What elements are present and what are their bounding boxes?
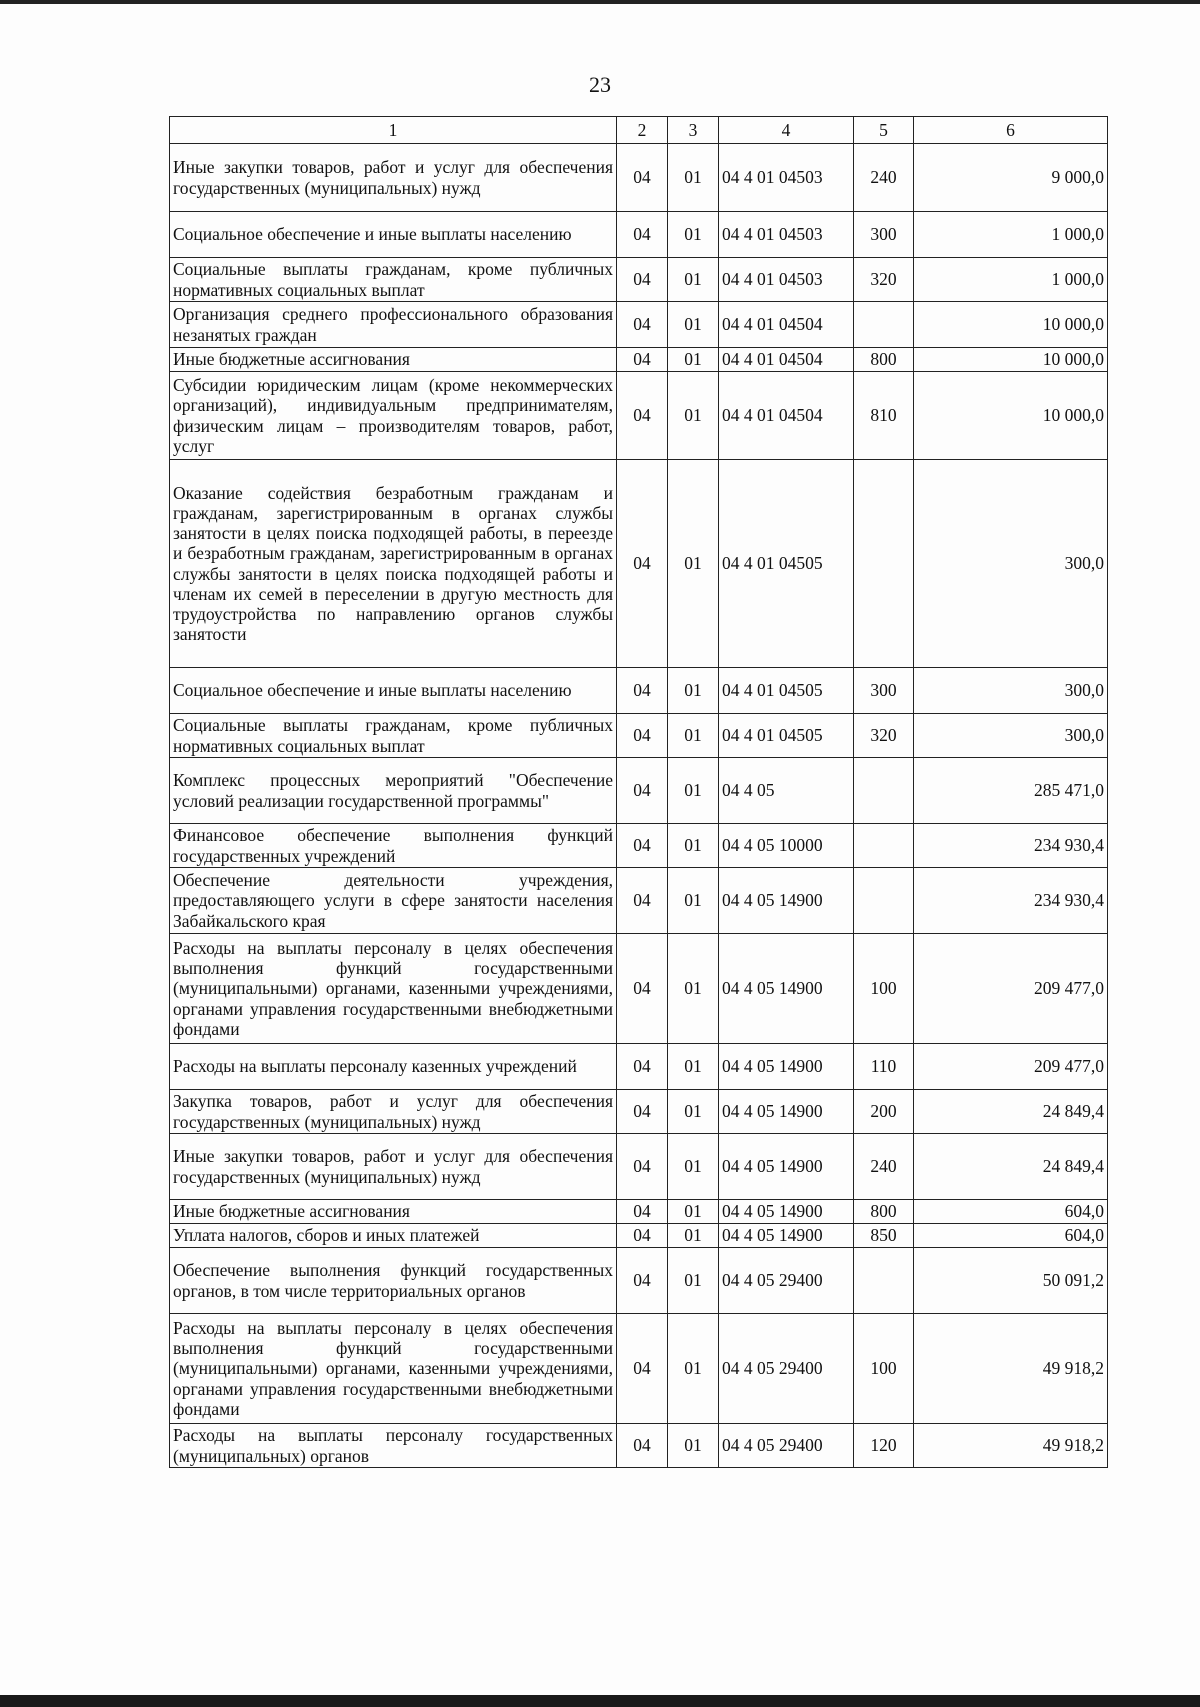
cell-col-2: 04 <box>617 1424 668 1468</box>
cell-name: Социальные выплаты гражданам, кроме публичных нормативных социальных выплат <box>170 258 617 302</box>
cell-col-3: 01 <box>668 824 719 868</box>
cell-col-6: 49 918,2 <box>914 1314 1108 1424</box>
table-header-row <box>170 117 1108 144</box>
header-col-4: 4 <box>719 117 854 144</box>
cell-col-4: 04 4 05 14900 <box>719 1044 854 1090</box>
cell-col-3: 01 <box>668 868 719 934</box>
table-row <box>170 934 1108 1044</box>
cell-col-5: 100 <box>854 934 914 1044</box>
cell-col-4: 04 4 05 14900 <box>719 1200 854 1224</box>
cell-col-2: 04 <box>617 460 668 668</box>
cell-col-6: 10 000,0 <box>914 302 1108 348</box>
cell-col-6: 209 477,0 <box>914 1044 1108 1090</box>
cell-name: Иные закупки товаров, работ и услуг для обеспечения государственных (муниципальных) нужд <box>170 1134 617 1200</box>
cell-col-6: 10 000,0 <box>914 348 1108 372</box>
cell-col-5 <box>854 758 914 824</box>
cell-col-5: 810 <box>854 372 914 460</box>
cell-col-4: 04 4 05 <box>719 758 854 824</box>
page-number: 23 <box>589 72 611 97</box>
cell-name: Комплекс процессных мероприятий "Обеспечение условий реализации государственной программы" <box>170 758 617 824</box>
cell-col-2: 04 <box>617 1044 668 1090</box>
cell-col-4: 04 4 05 14900 <box>719 1134 854 1200</box>
header-col-3: 3 <box>668 117 719 144</box>
cell-col-5: 320 <box>854 258 914 302</box>
header-col-2: 2 <box>617 117 668 144</box>
cell-col-3: 01 <box>668 348 719 372</box>
cell-name: Закупка товаров, работ и услуг для обеспечения государственных (муниципальных) нужд <box>170 1090 617 1134</box>
cell-col-4: 04 4 05 29400 <box>719 1248 854 1314</box>
cell-col-3: 01 <box>668 1424 719 1468</box>
cell-col-4: 04 4 01 04503 <box>719 212 854 258</box>
table-row <box>170 668 1108 714</box>
cell-col-4: 04 4 05 29400 <box>719 1314 854 1424</box>
table-row <box>170 372 1108 460</box>
cell-col-2: 04 <box>617 258 668 302</box>
cell-col-3: 01 <box>668 372 719 460</box>
cell-col-2: 04 <box>617 1224 668 1248</box>
cell-name: Организация среднего профессионального образования незанятых граждан <box>170 302 617 348</box>
cell-name: Социальные выплаты гражданам, кроме публичных нормативных социальных выплат <box>170 714 617 758</box>
cell-col-6: 300,0 <box>914 668 1108 714</box>
table-row <box>170 348 1108 372</box>
cell-name: Обеспечение деятельности учреждения, предоставляющего услуги в сфере занятости населения Забайкальского края <box>170 868 617 934</box>
cell-col-3: 01 <box>668 668 719 714</box>
cell-name: Социальное обеспечение и иные выплаты населению <box>170 212 617 258</box>
cell-col-5 <box>854 824 914 868</box>
cell-col-3: 01 <box>668 1200 719 1224</box>
cell-col-5: 110 <box>854 1044 914 1090</box>
cell-col-5: 800 <box>854 1200 914 1224</box>
cell-col-5: 200 <box>854 1090 914 1134</box>
cell-col-6: 10 000,0 <box>914 372 1108 460</box>
cell-col-3: 01 <box>668 714 719 758</box>
cell-col-3: 01 <box>668 302 719 348</box>
table-row <box>170 824 1108 868</box>
cell-name: Финансовое обеспечение выполнения функций государственных учреждений <box>170 824 617 868</box>
cell-name: Расходы на выплаты персоналу государственных (муниципальных) органов <box>170 1424 617 1468</box>
cell-col-3: 01 <box>668 460 719 668</box>
cell-col-5: 120 <box>854 1424 914 1468</box>
cell-col-2: 04 <box>617 1200 668 1224</box>
cell-col-3: 01 <box>668 144 719 212</box>
cell-col-6: 50 091,2 <box>914 1248 1108 1314</box>
table-row <box>170 144 1108 212</box>
table-row <box>170 1314 1108 1424</box>
cell-col-2: 04 <box>617 758 668 824</box>
table-row <box>170 302 1108 348</box>
cell-name: Обеспечение выполнения функций государственных органов, в том числе территориальных органов <box>170 1248 617 1314</box>
cell-col-4: 04 4 01 04505 <box>719 668 854 714</box>
cell-col-3: 01 <box>668 934 719 1044</box>
cell-col-3: 01 <box>668 212 719 258</box>
cell-col-2: 04 <box>617 1090 668 1134</box>
table-row <box>170 1424 1108 1468</box>
cell-col-6: 1 000,0 <box>914 258 1108 302</box>
cell-col-5: 100 <box>854 1314 914 1424</box>
cell-col-4: 04 4 05 14900 <box>719 934 854 1044</box>
table-row <box>170 1090 1108 1134</box>
cell-col-6: 209 477,0 <box>914 934 1108 1044</box>
cell-col-4: 04 4 05 10000 <box>719 824 854 868</box>
cell-col-5: 320 <box>854 714 914 758</box>
cell-col-5 <box>854 1248 914 1314</box>
cell-col-6: 234 930,4 <box>914 824 1108 868</box>
cell-col-2: 04 <box>617 1314 668 1424</box>
cell-col-3: 01 <box>668 258 719 302</box>
cell-name: Иные закупки товаров, работ и услуг для обеспечения государственных (муниципальных) нужд <box>170 144 617 212</box>
cell-col-5: 850 <box>854 1224 914 1248</box>
cell-col-2: 04 <box>617 348 668 372</box>
cell-col-6: 300,0 <box>914 714 1108 758</box>
table-row <box>170 758 1108 824</box>
cell-col-5: 240 <box>854 144 914 212</box>
scan-edge-bottom <box>0 1695 1200 1707</box>
cell-col-4: 04 4 05 14900 <box>719 1224 854 1248</box>
table-row <box>170 1044 1108 1090</box>
table-row <box>170 258 1108 302</box>
cell-col-2: 04 <box>617 868 668 934</box>
table-row <box>170 1224 1108 1248</box>
cell-col-2: 04 <box>617 824 668 868</box>
cell-name: Расходы на выплаты персоналу в целях обеспечения выполнения функций государственными (муниципальными) органами, казенными учреждениями, органами управления государственными внебюджетными фондами <box>170 934 617 1044</box>
cell-col-2: 04 <box>617 1134 668 1200</box>
cell-name: Субсидии юридическим лицам (кроме некоммерческих организаций), индивидуальным предпринимателям, физическим лицам – производителям товаров, работ, услуг <box>170 372 617 460</box>
header-col-1: 1 <box>170 117 617 144</box>
table-row <box>170 714 1108 758</box>
cell-col-2: 04 <box>617 1248 668 1314</box>
cell-col-6: 1 000,0 <box>914 212 1108 258</box>
header-col-5: 5 <box>854 117 914 144</box>
cell-name: Расходы на выплаты персоналу в целях обеспечения выполнения функций государственными (муниципальными) органами, казенными учреждениями, органами управления государственными внебюджетными фондами <box>170 1314 617 1424</box>
cell-col-5: 800 <box>854 348 914 372</box>
cell-name: Иные бюджетные ассигнования <box>170 1200 617 1224</box>
cell-col-6: 604,0 <box>914 1224 1108 1248</box>
cell-name: Социальное обеспечение и иные выплаты населению <box>170 668 617 714</box>
cell-col-5 <box>854 868 914 934</box>
cell-name: Уплата налогов, сборов и иных платежей <box>170 1224 617 1248</box>
cell-col-6: 604,0 <box>914 1200 1108 1224</box>
cell-col-5 <box>854 302 914 348</box>
cell-col-5: 240 <box>854 1134 914 1200</box>
budget-table <box>169 116 1108 1468</box>
cell-col-3: 01 <box>668 1224 719 1248</box>
cell-col-6: 285 471,0 <box>914 758 1108 824</box>
table-row <box>170 1200 1108 1224</box>
cell-col-5: 300 <box>854 212 914 258</box>
cell-col-4: 04 4 01 04505 <box>719 714 854 758</box>
cell-col-6: 24 849,4 <box>914 1090 1108 1134</box>
cell-col-2: 04 <box>617 372 668 460</box>
cell-col-4: 04 4 05 14900 <box>719 868 854 934</box>
cell-col-4: 04 4 01 04504 <box>719 302 854 348</box>
cell-col-2: 04 <box>617 144 668 212</box>
cell-col-4: 04 4 05 14900 <box>719 1090 854 1134</box>
cell-col-6: 9 000,0 <box>914 144 1108 212</box>
cell-name: Иные бюджетные ассигнования <box>170 348 617 372</box>
cell-col-4: 04 4 01 04504 <box>719 372 854 460</box>
cell-col-4: 04 4 01 04505 <box>719 460 854 668</box>
cell-col-2: 04 <box>617 668 668 714</box>
cell-col-6: 49 918,2 <box>914 1424 1108 1468</box>
cell-col-4: 04 4 01 04503 <box>719 258 854 302</box>
table-row <box>170 1248 1108 1314</box>
table-row <box>170 212 1108 258</box>
cell-col-4: 04 4 01 04504 <box>719 348 854 372</box>
cell-col-3: 01 <box>668 1134 719 1200</box>
cell-col-6: 300,0 <box>914 460 1108 668</box>
cell-name: Расходы на выплаты персоналу казенных учреждений <box>170 1044 617 1090</box>
cell-col-5 <box>854 460 914 668</box>
cell-col-3: 01 <box>668 1248 719 1314</box>
cell-col-3: 01 <box>668 1314 719 1424</box>
cell-col-6: 24 849,4 <box>914 1134 1108 1200</box>
cell-col-3: 01 <box>668 1044 719 1090</box>
cell-col-3: 01 <box>668 758 719 824</box>
cell-col-3: 01 <box>668 1090 719 1134</box>
table-row <box>170 868 1108 934</box>
header-col-6: 6 <box>914 117 1108 144</box>
table-row <box>170 460 1108 668</box>
cell-col-4: 04 4 01 04503 <box>719 144 854 212</box>
cell-col-6: 234 930,4 <box>914 868 1108 934</box>
cell-col-4: 04 4 05 29400 <box>719 1424 854 1468</box>
table-row <box>170 1134 1108 1200</box>
cell-col-5: 300 <box>854 668 914 714</box>
cell-col-2: 04 <box>617 714 668 758</box>
cell-col-2: 04 <box>617 934 668 1044</box>
cell-name: Оказание содействия безработным гражданам и гражданам, зарегистрированным в органах службы занятости в целях поиска подходящей работы, в переезде и безработным гражданам, зарегистрированным в органах службы занятости в целях поиска подходящей работы и членам их семей в переселении в другую местность для трудоустройства по направлению органов службы занятости <box>170 460 617 668</box>
scan-edge-top <box>0 0 1200 4</box>
cell-col-2: 04 <box>617 302 668 348</box>
cell-col-2: 04 <box>617 212 668 258</box>
